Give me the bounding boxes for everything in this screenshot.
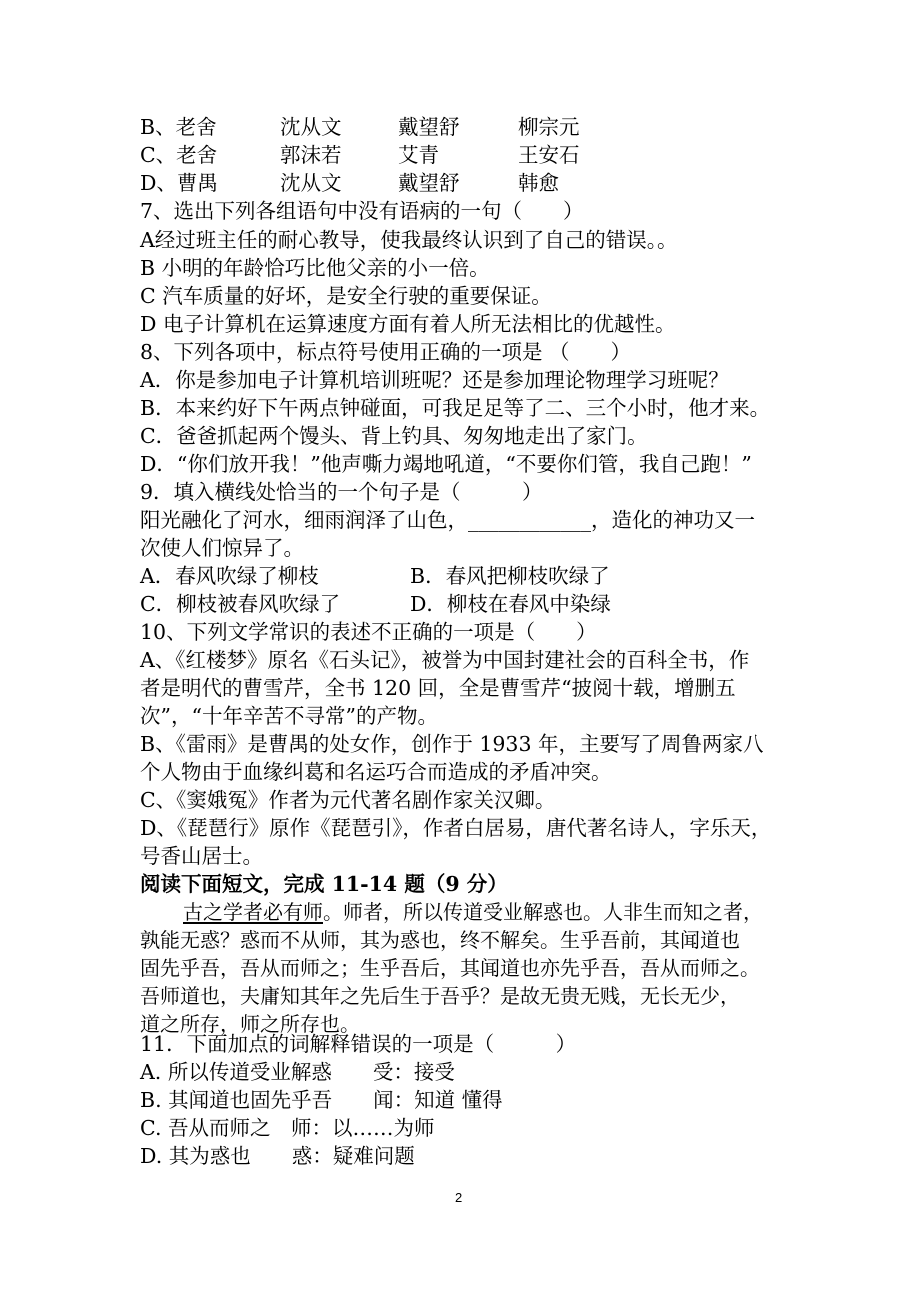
- q7-option-d: D 电子计算机在运算速度方面有着人所无法相比的优越性。: [140, 312, 676, 336]
- q10-option-c: C、《窦娥冤》作者为元代著名剧作家关汉卿。: [140, 788, 556, 812]
- author: 郭沫若: [280, 143, 342, 167]
- author: 沈从文: [280, 171, 342, 195]
- q9-stem: 9．填入横线处恰当的一个句子是（ ）: [140, 480, 543, 504]
- q9-option-c: C．柳枝被春风吹绿了: [140, 592, 341, 616]
- q8-option-b: B．本来约好下午两点钟碰面，可我足足等了二、三个小时，他才来。: [140, 396, 771, 420]
- author: 戴望舒: [398, 115, 460, 139]
- q8-option-d: D．“你们放开我！”他声嘶力竭地吼道，“不要你们管，我自己跑！”: [140, 452, 752, 476]
- q10-option-b-line1: B、《雷雨》是曹禺的处女作，创作于 1933 年，主要写了周鲁两家八: [140, 732, 764, 756]
- q9-option-d: D．柳枝在春风中染绿: [410, 592, 611, 616]
- q10-option-b-line2: 个人物由于血缘纠葛和名运巧合而造成的矛盾冲突。: [140, 760, 612, 784]
- q9-sentence-line1: 阳光融化了河水，细雨润泽了山色，____________，造化的神功又一: [140, 508, 755, 532]
- option-label: B、老舍: [140, 115, 217, 139]
- passage-line4: 吾师道也，夫庸知其年之先后生于吾乎？是故无贵无贱，无长无少，: [140, 984, 740, 1008]
- passage-line2: 孰能无惑？惑而不从师，其为惑也，终不解矣。生乎吾前，其闻道也: [140, 928, 740, 952]
- option-label: D、曹禺: [140, 171, 218, 195]
- author: 戴望舒: [398, 171, 460, 195]
- passage-text: 。师者，所以传道受业解惑也。人非生而知之者，: [323, 900, 763, 924]
- q8-stem: 8、下列各项中，标点符号使用正确的一项是 （ ）: [140, 340, 632, 364]
- q10-option-a-line1: A、《红楼梦》原名《石头记》，被誉为中国封建社会的百科全书，作: [140, 648, 750, 672]
- passage-line3: 固先乎吾，吾从而师之；生乎吾后，其闻道也亦先乎吾，吾从而师之。: [140, 956, 760, 980]
- q9-option-b: B．春风把柳枝吹绿了: [410, 564, 610, 588]
- q7-option-a: A经过班主任的耐心教导，使我最终认识到了自己的错误。。: [140, 228, 678, 252]
- q10-option-a-line3: 次”，“十年辛苦不寻常”的产物。: [140, 704, 438, 728]
- q8-option-a: A．你是参加电子计算机培训班呢？还是参加理论物理学习班呢？: [140, 368, 729, 392]
- q7-option-b: B 小明的年龄恰巧比他父亲的小一倍。: [140, 256, 490, 280]
- q9-sentence-line2: 次使人们惊异了。: [140, 536, 304, 560]
- q11-option-c: C. 吾从而师之 师：以……为师: [140, 1116, 435, 1140]
- author: 艾青: [398, 143, 439, 167]
- author: 柳宗元: [518, 115, 580, 139]
- q10-option-d-line1: D、《琵琶行》原作《琵琶引》，作者白居易，唐代著名诗人，字乐天，: [140, 816, 772, 840]
- q9-option-a: A．春风吹绿了柳枝: [140, 564, 319, 588]
- page-number: 2: [455, 1190, 463, 1205]
- q11-stem: 11．下面加点的词解释错误的一项是（ ）: [140, 1032, 577, 1056]
- author: 韩愈: [518, 171, 559, 195]
- passage-line1: [183, 898, 763, 926]
- q10-option-d-line2: 号香山居士。: [140, 844, 263, 868]
- author: 沈从文: [280, 115, 342, 139]
- q7-stem: 7、选出下列各组语句中没有语病的一句（ ）: [140, 199, 584, 223]
- passage-line5: 道之所存，师之所存也。: [140, 1012, 360, 1036]
- q11-option-a: A. 所以传道受业解惑 受：接受: [140, 1060, 455, 1084]
- q11-option-d: D. 其为惑也 惑：疑难问题: [140, 1144, 415, 1168]
- option-label: C、老舍: [140, 143, 218, 167]
- author: 王安石: [518, 143, 580, 167]
- q8-option-c: C．爸爸抓起两个馒头、背上钓具、匆匆地走出了家门。: [140, 424, 648, 448]
- underlined-phrase: 古之学者必有师: [183, 900, 323, 924]
- q10-stem: 10、下列文学常识的表述不正确的一项是（ ）: [140, 620, 597, 644]
- q10-option-a-line2: 者是明代的曹雪芹，全书 120 回，全是曹雪芹“披阅十载，增删五: [140, 676, 736, 700]
- q11-option-b: B. 其闻道也固先乎吾 闻：知道 懂得: [140, 1088, 503, 1112]
- reading-heading: 阅读下面短文，完成 11-14 题（9 分）: [140, 872, 508, 896]
- q7-option-c: C 汽车质量的好坏，是安全行驶的重要保证。: [140, 284, 552, 308]
